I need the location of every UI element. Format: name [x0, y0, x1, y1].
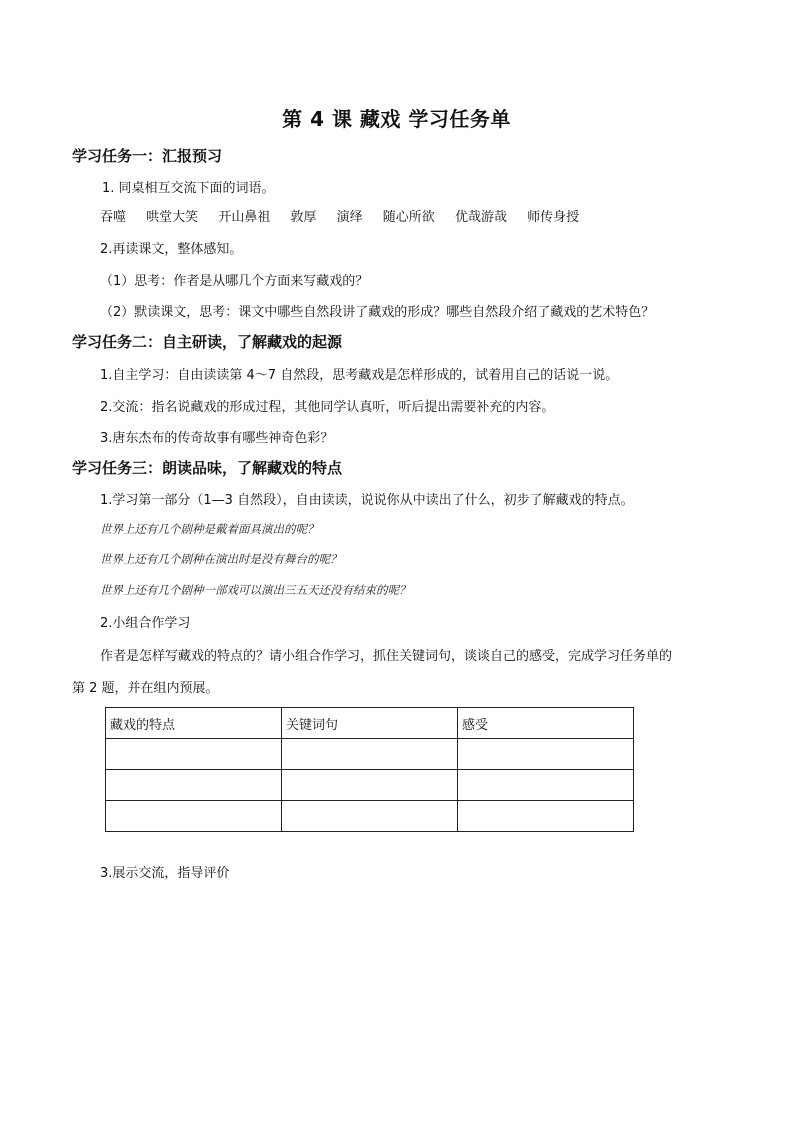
table-cell	[106, 770, 282, 801]
table-row	[106, 770, 634, 801]
task2-item1: 1.自主学习：自由读读第 4～7 自然段，思考藏戏是怎样形成的，试着用自己的话说一说。	[100, 368, 619, 383]
table-row	[106, 739, 634, 770]
vocab-word: 吞噬	[100, 210, 127, 225]
table-cell	[106, 739, 282, 770]
task1-item2: 2.再读课文，整体感知。	[100, 242, 243, 257]
vocab-word: 演绎	[336, 210, 363, 225]
task1-sub1: （1）思考：作者是从哪几个方面来写藏戏的？	[100, 274, 369, 289]
task1-item1: 1. 同桌相互交流下面的词语。	[102, 181, 275, 196]
vocab-word: 随心所欲	[382, 210, 435, 225]
vocab-word: 哄堂大笑	[146, 210, 199, 225]
task2-item2: 2.交流：指名说藏戏的形成过程，其他同学认真听，听后提出需要补充的内容。	[100, 400, 555, 415]
table-cell	[458, 739, 634, 770]
vocab-word: 开山鼻祖	[218, 210, 271, 225]
quote-line: 世界上还有几个剧种是戴着面具演出的呢？	[100, 522, 319, 536]
task3-paragraph-line2: 第 2 题，并在组内预展。	[72, 681, 219, 696]
task3-heading: 学习任务三：朗读品味，了解藏戏的特点	[72, 459, 343, 477]
vocab-list	[100, 206, 595, 225]
quote-line: 世界上还有几个剧种一部戏可以演出三五天还没有结束的呢？	[100, 583, 411, 597]
table-header-cell: 关键词句	[282, 708, 458, 739]
vocab-word: 敦厚	[290, 210, 317, 225]
task2-item3: 3.唐东杰布的传奇故事有哪些神奇色彩？	[100, 431, 334, 446]
task3-item1: 1.学习第一部分（1—3 自然段），自由读读，说说你从中读出了什么，初步了解藏戏的特点。	[100, 493, 634, 508]
table-row	[106, 801, 634, 832]
page-title: 第 4 课 藏戏 学习任务单	[282, 107, 511, 131]
table-header-cell: 藏戏的特点	[106, 708, 282, 739]
table-header-row	[106, 708, 634, 739]
task2-heading: 学习任务二：自主研读，了解藏戏的起源	[72, 333, 343, 351]
table-cell	[282, 801, 458, 832]
task3-item3: 3.展示交流，指导评价	[100, 866, 230, 881]
table-cell	[458, 770, 634, 801]
task1-heading: 学习任务一：汇报预习	[72, 147, 223, 165]
quote-line: 世界上还有几个剧种在演出时是没有舞台的呢？	[100, 552, 342, 566]
task3-item2: 2.小组合作学习	[100, 616, 191, 631]
table-cell	[282, 770, 458, 801]
vocab-word: 师传身授	[527, 210, 580, 225]
vocab-word: 优哉游哉	[454, 210, 507, 225]
table-header-cell: 感受	[458, 708, 634, 739]
table-cell	[106, 801, 282, 832]
features-table	[105, 707, 634, 832]
table-cell	[282, 739, 458, 770]
task1-sub2: （2）默读课文，思考：课文中哪些自然段讲了藏戏的形成？哪些自然段介绍了藏戏的艺术特色？	[100, 305, 655, 320]
task3-paragraph-line1: 作者是怎样写藏戏的特点的？请小组合作学习，抓住关键词句，谈谈自己的感受，完成学习任务单的	[100, 649, 673, 664]
table-cell	[458, 801, 634, 832]
